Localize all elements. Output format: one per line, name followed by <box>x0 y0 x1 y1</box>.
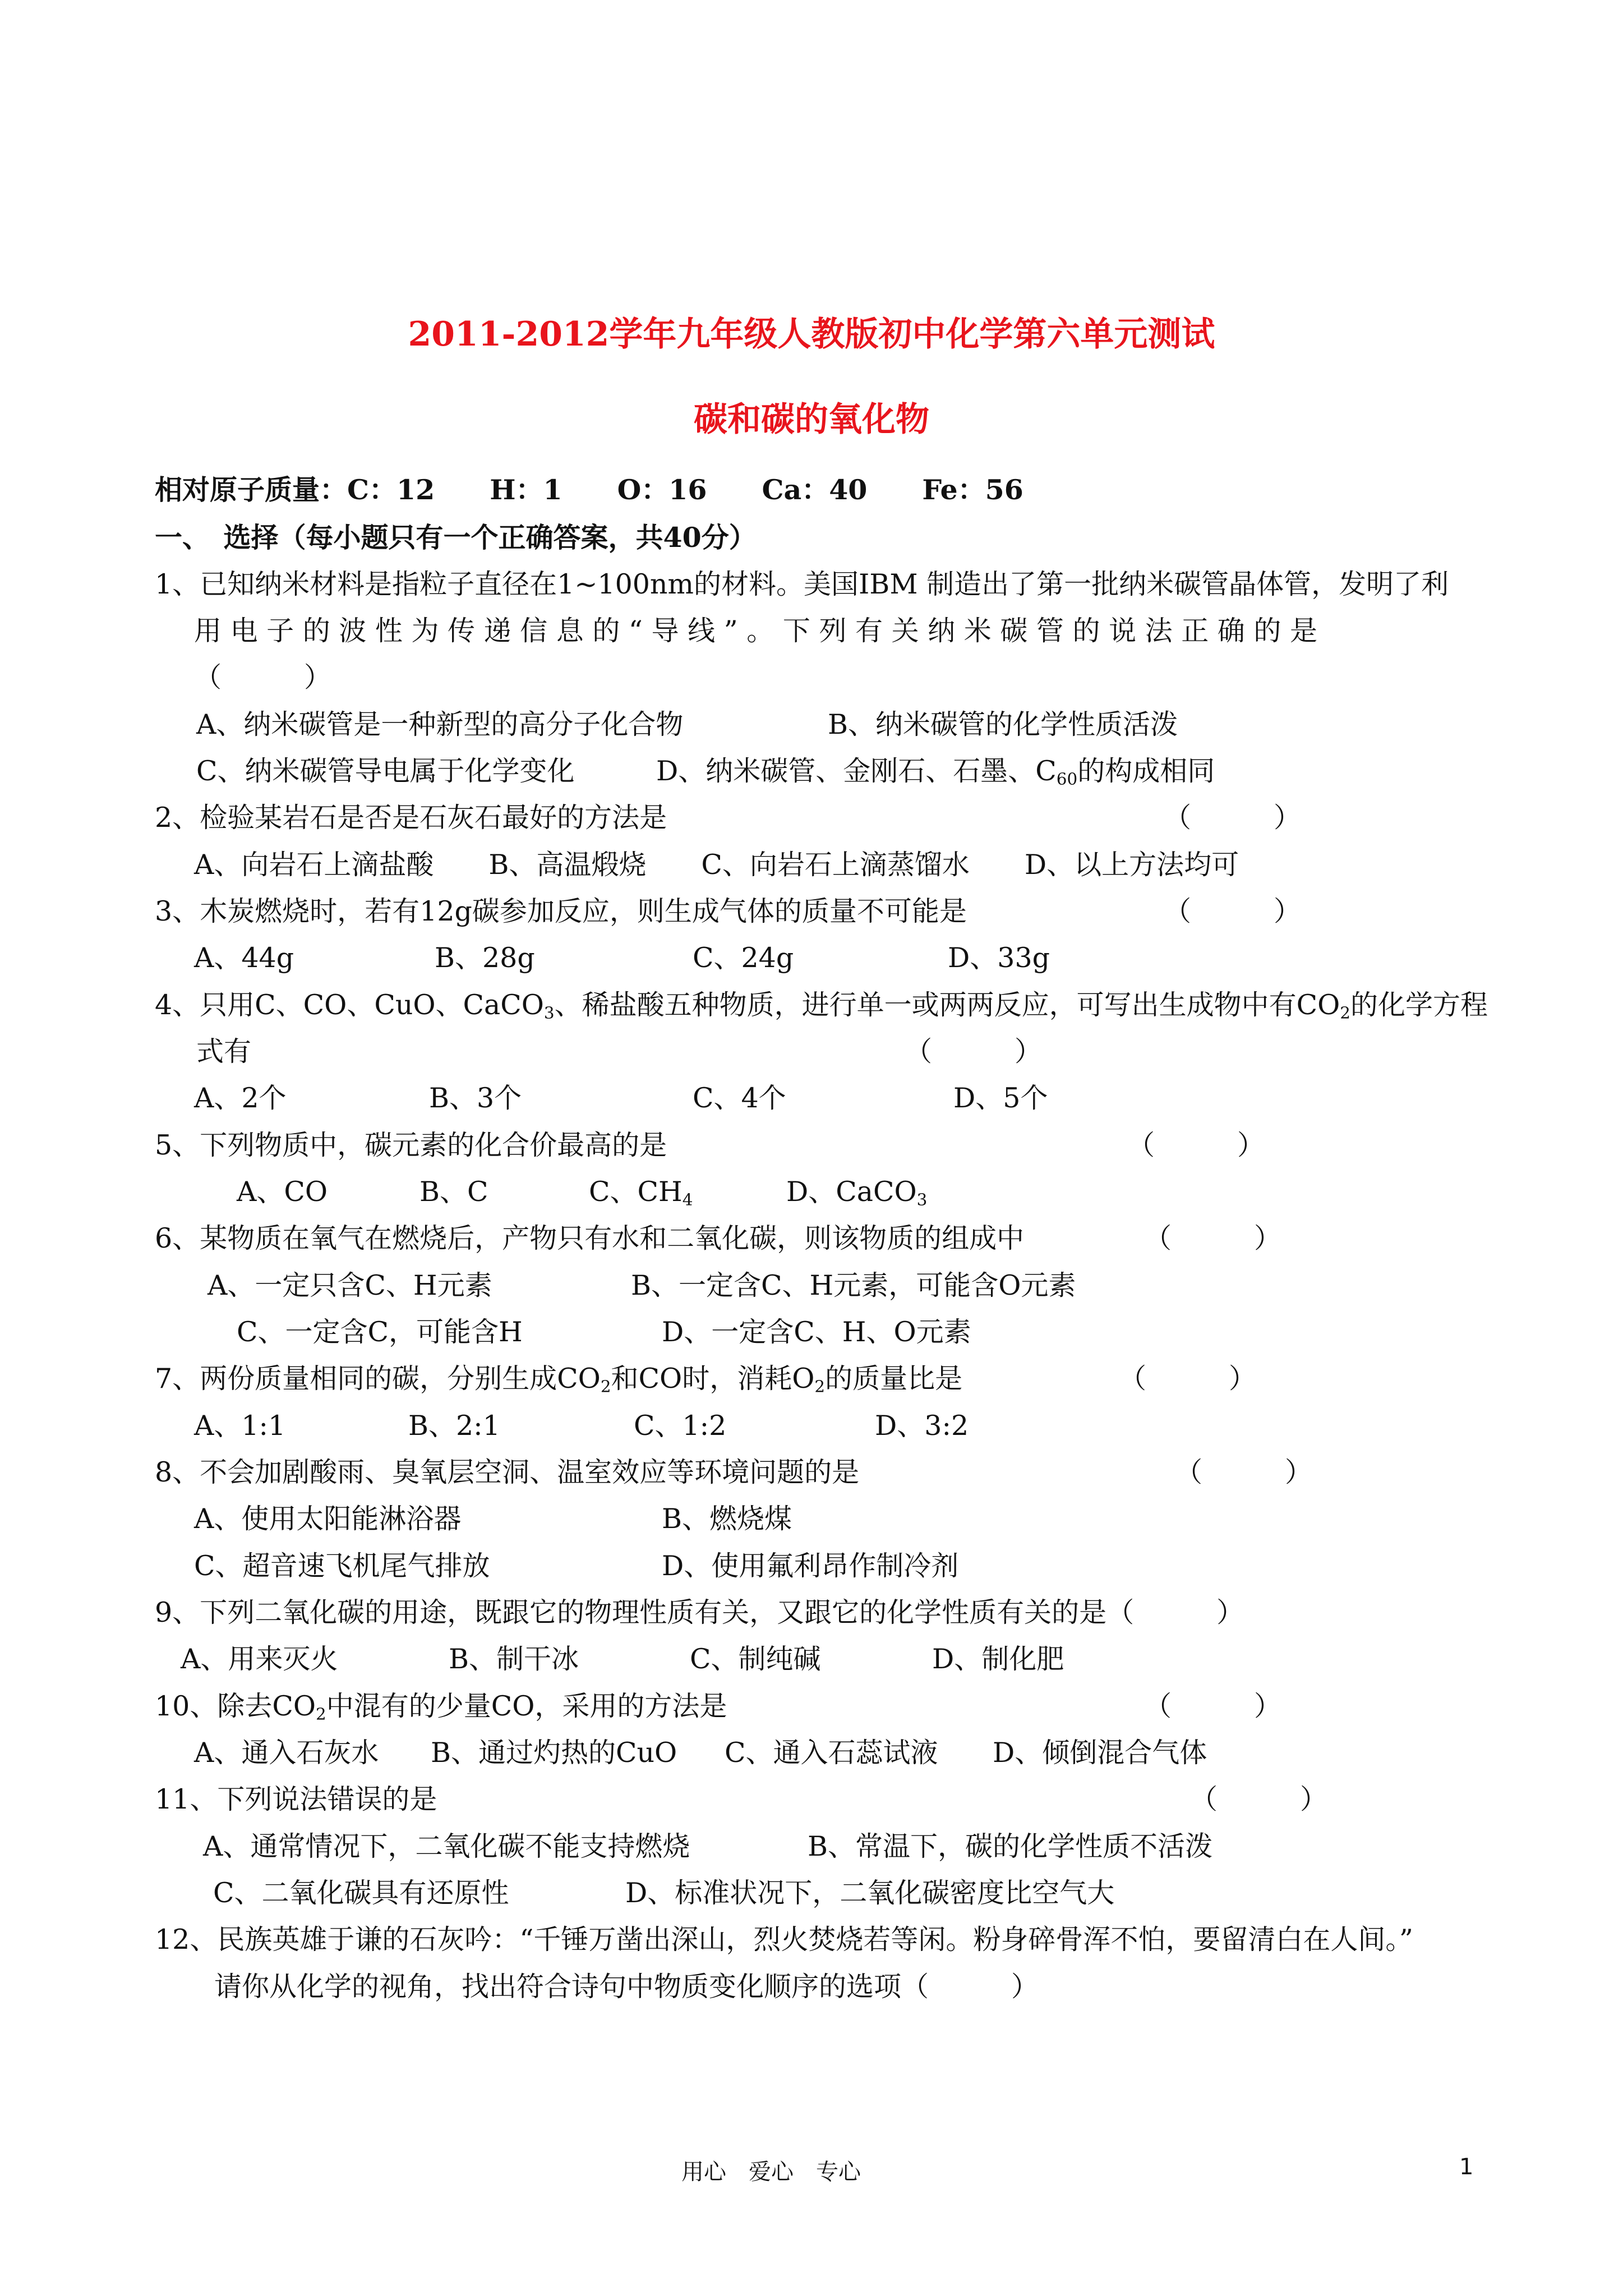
q4-option-b: B、3个 <box>429 1082 522 1114</box>
q5-stem: 5、下列物质中，碳元素的化合价最高的是 <box>155 1129 667 1161</box>
q4-option-a: A、2个 <box>194 1082 287 1114</box>
q9-option-d: D、制化肥 <box>932 1643 1064 1675</box>
q3-option-b: B、28g <box>435 942 535 974</box>
q11-option-c: C、二氧化碳具有还原性 <box>213 1877 509 1909</box>
q1-option-d: D、纳米碳管、金刚石、石墨、$C_{60}$的构成相同 <box>656 755 1215 789</box>
q8-option-a: A、使用太阳能淋浴器 <box>194 1503 462 1535</box>
q4-stem-line2: 式有 <box>196 1036 252 1068</box>
q3-option-c: C、24g <box>693 942 794 974</box>
q10-stem: 10、除去$CO_2$中混有的少量CO，采用的方法是 <box>155 1690 727 1724</box>
q11-option-b: B、常温下，碳的化学性质不活泼 <box>808 1830 1213 1862</box>
q2-stem: 2、检验某岩石是否是石灰石最好的方法是 <box>155 802 667 834</box>
q4-stem-line1: 4、只用C、CO、CuO、CaCO$_3$、稀盐酸五种物质，进行单一或两两反应，可写出生成物中有$CO_2$的化学方程 <box>155 989 1488 1023</box>
q9-option-c: C、制纯碱 <box>690 1643 821 1675</box>
q9-option-a: A、用来灭火 <box>181 1643 338 1675</box>
q6-option-b: B、一定含C、H元素，可能含O元素 <box>631 1269 1076 1301</box>
q1-option-b: B、纳米碳管的化学性质活泼 <box>828 708 1178 740</box>
q7-option-c: C、1:2 <box>634 1410 727 1442</box>
q11-stem: 11、下列说法错误的是 <box>155 1783 437 1815</box>
q2-answer-paren: （ ） <box>1164 802 1302 834</box>
q6-option-c: C、一定含C，可能含H <box>237 1316 523 1348</box>
atomic-masses: 相对原子质量：C：12 H：1 O：16 Ca：40 Fe：56 <box>155 473 1023 506</box>
q10-option-a: A、通入石灰水 <box>194 1737 379 1769</box>
q7-option-d: D、3:2 <box>875 1410 969 1442</box>
q8-stem: 8、不会加剧酸雨、臭氧层空洞、温室效应等环境问题的是 <box>155 1456 860 1488</box>
q7-answer-paren: （ ） <box>1119 1363 1257 1395</box>
q1-option-c: C、纳米碳管导电属于化学变化 <box>196 755 575 787</box>
page-subtitle: 碳和碳的氧化物 <box>694 400 929 439</box>
q10-option-c: C、通入石蕊试液 <box>725 1737 938 1769</box>
q6-option-a: A、一定只含C、H元素 <box>208 1269 492 1301</box>
page-number: 1 <box>1459 2154 1474 2180</box>
q1-answer-paren: （ ） <box>194 661 332 693</box>
q8-answer-paren: （ ） <box>1175 1456 1313 1488</box>
q8-option-b: B、燃烧煤 <box>662 1503 792 1535</box>
q10-option-d: D、倾倒混合气体 <box>993 1737 1207 1769</box>
q7-option-b: B、2:1 <box>408 1410 500 1442</box>
q8-option-d: D、使用氟利昂作制冷剂 <box>662 1550 959 1582</box>
q11-option-a: A、通常情况下，二氧化碳不能支持燃烧 <box>203 1830 690 1862</box>
q3-answer-paren: （ ） <box>1164 895 1302 927</box>
q8-option-c: C、超音速飞机尾气排放 <box>194 1550 490 1582</box>
page-title: 2011-2012学年九年级人教版初中化学第六单元测试 <box>408 315 1215 354</box>
q9-stem: 9、下列二氧化碳的用途，既跟它的物理性质有关，又跟它的化学性质有关的是（ ） <box>155 1596 1244 1628</box>
q9-option-b: B、制干冰 <box>449 1643 579 1675</box>
q5-answer-paren: （ ） <box>1127 1129 1265 1161</box>
q6-option-d: D、一定含C、H、O元素 <box>662 1316 971 1348</box>
q6-answer-paren: （ ） <box>1144 1222 1282 1254</box>
q12-stem-line2: 请你从化学的视角，找出符合诗句中物质变化顺序的选项（ ） <box>214 1971 1039 2003</box>
q4-option-c: C、4个 <box>693 1082 786 1114</box>
q1-stem-line2: 用 电 子 的 波 性 为 传 递 信 息 的 “ 导 线 ” 。 下 列 有 关 纳 米 碳 管 的 说 法 正 确 的 是 <box>194 615 1317 647</box>
q12-stem-line1: 12、民族英雄于谦的石灰吟：“千锤万凿出深山，烈火焚烧若等闲。粉身碎骨浑不怕，要留清白在人间。” <box>155 1924 1413 1955</box>
q1-option-a: A、纳米碳管是一种新型的高分子化合物 <box>196 708 684 740</box>
q4-option-d: D、5个 <box>953 1082 1048 1114</box>
q10-answer-paren: （ ） <box>1144 1690 1282 1722</box>
q5-option-b: B、C <box>419 1176 488 1208</box>
q7-stem: 7、两份质量相同的碳，分别生成$CO_2$和CO时，消耗$O_2$的质量比是 <box>155 1363 963 1396</box>
q5-option-d: D、CaCO$_3$ <box>786 1176 928 1209</box>
q5-option-a: A、CO <box>237 1176 328 1208</box>
q11-answer-paren: （ ） <box>1190 1783 1328 1815</box>
q11-option-d: D、标准状况下，二氧化碳密度比空气大 <box>625 1877 1115 1909</box>
q10-option-b: B、通过灼热的CuO <box>431 1737 677 1769</box>
q1-stem-line1: 1、已知纳米材料是指粒子直径在1~100nm的材料。美国IBM 制造出了第一批纳米碳管晶体管，发明了利 <box>155 568 1449 600</box>
q5-option-c: C、$CH_4$ <box>589 1176 693 1209</box>
q3-option-a: A、44g <box>194 942 294 974</box>
q6-stem: 6、某物质在氧气在燃烧后，产物只有水和二氧化碳，则该物质的组成中 <box>155 1222 1025 1254</box>
q7-option-a: A、1:1 <box>194 1410 286 1442</box>
section-header: 一、 选择（每小题只有一个正确答案，共40分） <box>155 521 757 554</box>
q2-options: A、向岩石上滴盐酸 B、高温煅烧 C、向岩石上滴蒸馏水 D、以上方法均可 <box>194 849 1239 881</box>
page-footer: 用心 爱心 专心 <box>681 2159 861 2185</box>
q3-option-d: D、33g <box>948 942 1050 974</box>
q4-answer-paren: （ ） <box>905 1036 1043 1068</box>
q3-stem: 3、木炭燃烧时，若有12g碳参加反应，则生成气体的质量不可能是 <box>155 895 967 927</box>
